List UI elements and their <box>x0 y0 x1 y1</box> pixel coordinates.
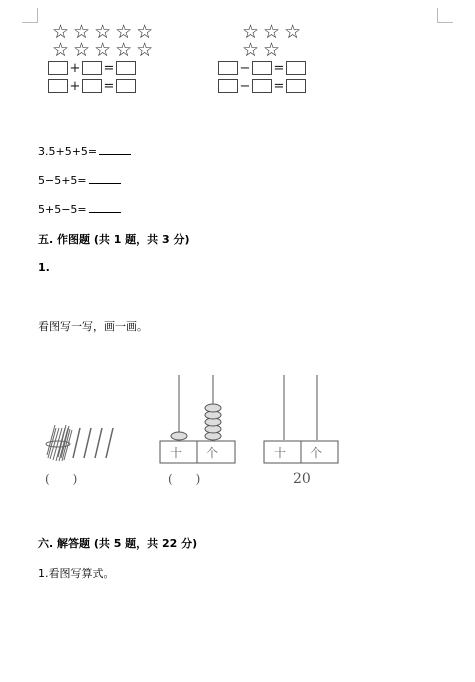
q3-expression: 5+5−5= <box>38 203 87 216</box>
place-label-tens: 十 <box>274 446 287 460</box>
equals-sign: = <box>103 78 115 94</box>
equals-sign: = <box>273 60 285 76</box>
q3-expression: 5−5+5= <box>38 174 87 187</box>
minus-sign: − <box>239 78 251 94</box>
equals-sign: = <box>273 78 285 94</box>
section-5-q1-number: 1. <box>38 261 50 274</box>
star-row-left-1: ☆☆☆☆☆ <box>52 21 158 43</box>
equals-sign: = <box>103 60 115 76</box>
plus-sign: + <box>69 60 81 76</box>
section-6-q1: 1.看图写算式。 <box>38 567 115 580</box>
place-label-tens: 十 <box>170 446 183 460</box>
bead <box>171 432 187 440</box>
answer-paren-abacus[interactable]: ( ) <box>168 472 201 486</box>
stick-bundle-icon <box>46 425 72 461</box>
answer-paren-sticks[interactable]: ( ) <box>45 472 78 486</box>
star-row-left-2: ☆☆☆☆☆ <box>52 39 158 61</box>
plus-sign: + <box>69 78 81 94</box>
place-label-ones: 个 <box>206 446 219 460</box>
bead <box>205 404 221 412</box>
given-number: 20 <box>293 471 311 487</box>
q3-expression: 3.5+5+5= <box>38 145 98 158</box>
star-row-right-1: ☆☆☆ <box>242 21 306 43</box>
place-label-ones: 个 <box>310 446 323 460</box>
star-row-right-2: ☆☆ <box>242 39 285 61</box>
single-stick-icon <box>73 428 113 458</box>
section-6-title: 六. 解答题 (共 5 题，共 22 分) <box>38 537 198 550</box>
section-5-title: 五. 作图题 (共 1 题，共 3 分) <box>38 233 190 246</box>
minus-sign: − <box>239 60 251 76</box>
section-5-instruction: 看图写一写，画一画。 <box>38 320 148 333</box>
